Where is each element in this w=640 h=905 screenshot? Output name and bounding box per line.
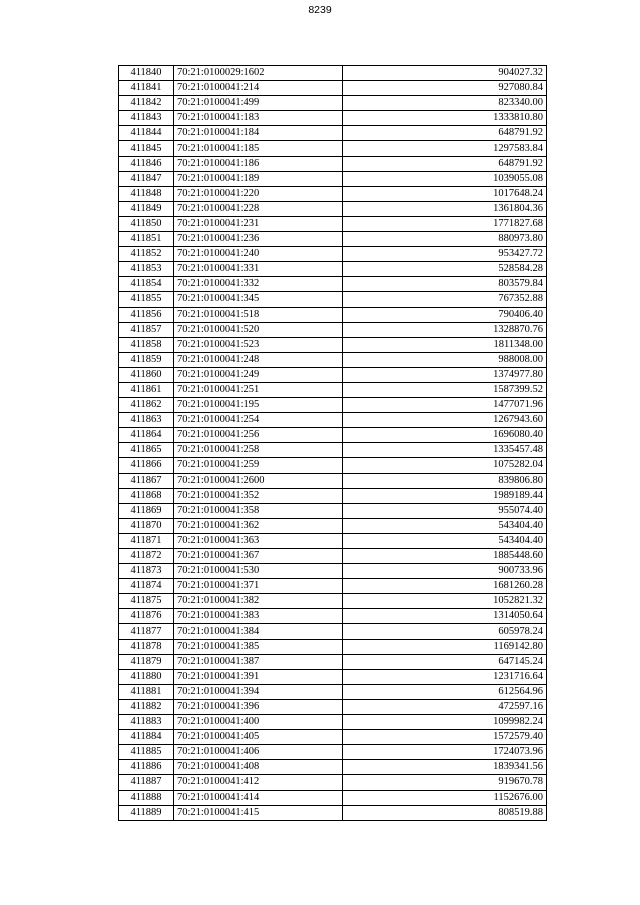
cadastral-number-cell: 70:21:0100041:195 [174, 398, 343, 413]
cadastral-value-cell: 1333810.80 [343, 111, 547, 126]
row-number-cell: 411869 [119, 503, 174, 518]
row-number-cell: 411877 [119, 624, 174, 639]
cadastral-value-cell: 927080.84 [343, 81, 547, 96]
cadastral-value-cell: 528584.28 [343, 262, 547, 277]
table-row [119, 473, 547, 488]
cadastral-value-cell: 988008.00 [343, 352, 547, 367]
cadastral-value-cell: 472597.16 [343, 699, 547, 714]
table-row [119, 232, 547, 247]
cadastral-value-cell: 605978.24 [343, 624, 547, 639]
cadastral-value-cell: 839806.80 [343, 473, 547, 488]
table-row [119, 201, 547, 216]
table-row [119, 458, 547, 473]
cadastral-value-cell: 647145.24 [343, 654, 547, 669]
cadastral-number-cell: 70:21:0100041:414 [174, 790, 343, 805]
row-number-cell: 411848 [119, 186, 174, 201]
cadastral-number-cell: 70:21:0100041:518 [174, 307, 343, 322]
row-number-cell: 411881 [119, 684, 174, 699]
row-number-cell: 411845 [119, 141, 174, 156]
cadastral-value-cell: 880973.80 [343, 232, 547, 247]
cadastral-value-cell: 808519.88 [343, 805, 547, 820]
table-row [119, 307, 547, 322]
cadastral-number-cell: 70:21:0100041:189 [174, 171, 343, 186]
row-number-cell: 411886 [119, 760, 174, 775]
table-row [119, 760, 547, 775]
cadastral-value-cell: 1335457.48 [343, 443, 547, 458]
cadastral-value-cell: 1477071.96 [343, 398, 547, 413]
cadastral-number-cell: 70:21:0100041:2600 [174, 473, 343, 488]
cadastral-value-cell: 823340.00 [343, 96, 547, 111]
row-number-cell: 411887 [119, 775, 174, 790]
row-number-cell: 411840 [119, 66, 174, 81]
row-number-cell: 411862 [119, 398, 174, 413]
table-row [119, 277, 547, 292]
table-row [119, 156, 547, 171]
cadastral-number-cell: 70:21:0100041:385 [174, 639, 343, 654]
cadastral-value-cell: 1989189.44 [343, 488, 547, 503]
row-number-cell: 411847 [119, 171, 174, 186]
table-row [119, 805, 547, 820]
row-number-cell: 411849 [119, 201, 174, 216]
cadastral-number-cell: 70:21:0100041:236 [174, 232, 343, 247]
table-row [119, 81, 547, 96]
table-row [119, 186, 547, 201]
row-number-cell: 411875 [119, 594, 174, 609]
cadastral-number-cell: 70:21:0100041:258 [174, 443, 343, 458]
row-number-cell: 411876 [119, 609, 174, 624]
row-number-cell: 411861 [119, 382, 174, 397]
row-number-cell: 411870 [119, 518, 174, 533]
cadastral-number-cell: 70:21:0100041:331 [174, 262, 343, 277]
cadastral-value-cell: 1267943.60 [343, 413, 547, 428]
cadastral-number-cell: 70:21:0100041:332 [174, 277, 343, 292]
row-number-cell: 411889 [119, 805, 174, 820]
cadastral-number-cell: 70:21:0100041:259 [174, 458, 343, 473]
row-number-cell: 411846 [119, 156, 174, 171]
cadastral-value-cell: 1771827.68 [343, 216, 547, 231]
cadastral-value-cell: 900733.96 [343, 564, 547, 579]
row-number-cell: 411850 [119, 216, 174, 231]
table-row [119, 518, 547, 533]
row-number-cell: 411871 [119, 533, 174, 548]
cadastral-value-cell: 955074.40 [343, 503, 547, 518]
table-row [119, 579, 547, 594]
cadastral-number-cell: 70:21:0100041:352 [174, 488, 343, 503]
cadastral-number-cell: 70:21:0100041:394 [174, 684, 343, 699]
table-row [119, 216, 547, 231]
cadastral-value-cell: 612564.96 [343, 684, 547, 699]
cadastral-value-cell: 1314050.64 [343, 609, 547, 624]
cadastral-value-cell: 648791.92 [343, 156, 547, 171]
cadastral-number-cell: 70:21:0100041:184 [174, 126, 343, 141]
table-row [119, 790, 547, 805]
row-number-cell: 411851 [119, 232, 174, 247]
cadastral-number-cell: 70:21:0100041:391 [174, 669, 343, 684]
table-row [119, 398, 547, 413]
cadastral-number-cell: 70:21:0100041:249 [174, 367, 343, 382]
cadastral-value-cell: 1099982.24 [343, 715, 547, 730]
row-number-cell: 411867 [119, 473, 174, 488]
table-row [119, 564, 547, 579]
cadastral-number-cell: 70:21:0100041:408 [174, 760, 343, 775]
table-row [119, 639, 547, 654]
row-number-cell: 411853 [119, 262, 174, 277]
cadastral-number-cell: 70:21:0100041:363 [174, 533, 343, 548]
row-number-cell: 411873 [119, 564, 174, 579]
row-number-cell: 411863 [119, 413, 174, 428]
table-row [119, 669, 547, 684]
cadastral-value-cell: 1587399.52 [343, 382, 547, 397]
table-row [119, 654, 547, 669]
cadastral-value-cell: 953427.72 [343, 247, 547, 262]
cadastral-number-cell: 70:21:0100041:520 [174, 322, 343, 337]
row-number-cell: 411859 [119, 352, 174, 367]
cadastral-number-cell: 70:21:0100041:228 [174, 201, 343, 216]
table-row [119, 730, 547, 745]
cadastral-number-cell: 70:21:0100041:371 [174, 579, 343, 594]
cadastral-number-cell: 70:21:0100041:256 [174, 428, 343, 443]
row-number-cell: 411852 [119, 247, 174, 262]
row-number-cell: 411860 [119, 367, 174, 382]
row-number-cell: 411888 [119, 790, 174, 805]
cadastral-number-cell: 70:21:0100041:231 [174, 216, 343, 231]
table-row [119, 699, 547, 714]
table-row [119, 382, 547, 397]
row-number-cell: 411843 [119, 111, 174, 126]
cadastral-value-cell: 1572579.40 [343, 730, 547, 745]
table-row [119, 503, 547, 518]
cadastral-value-cell: 1724073.96 [343, 745, 547, 760]
row-number-cell: 411844 [119, 126, 174, 141]
cadastral-value-cell: 1811348.00 [343, 337, 547, 352]
row-number-cell: 411882 [119, 699, 174, 714]
cadastral-number-cell: 70:21:0100041:499 [174, 96, 343, 111]
cadastral-value-cell: 648791.92 [343, 126, 547, 141]
cadastral-value-cell: 1169142.80 [343, 639, 547, 654]
cadastral-value-cell: 1696080.40 [343, 428, 547, 443]
cadastral-number-cell: 70:21:0100041:415 [174, 805, 343, 820]
table-row [119, 443, 547, 458]
cadastral-number-cell: 70:21:0100041:251 [174, 382, 343, 397]
cadastral-value-cell: 919670.78 [343, 775, 547, 790]
cadastral-value-table [118, 65, 547, 821]
row-number-cell: 411865 [119, 443, 174, 458]
cadastral-number-cell: 70:21:0100041:382 [174, 594, 343, 609]
cadastral-number-cell: 70:21:0100041:362 [174, 518, 343, 533]
row-number-cell: 411885 [119, 745, 174, 760]
table-row [119, 775, 547, 790]
cadastral-value-cell: 1297583.84 [343, 141, 547, 156]
table-row [119, 96, 547, 111]
cadastral-value-cell: 767352.88 [343, 292, 547, 307]
row-number-cell: 411841 [119, 81, 174, 96]
table-row [119, 533, 547, 548]
cadastral-value-cell: 1039055.08 [343, 171, 547, 186]
table-row [119, 413, 547, 428]
table-body [119, 66, 547, 821]
cadastral-number-cell: 70:21:0100041:248 [174, 352, 343, 367]
cadastral-value-cell: 1885448.60 [343, 549, 547, 564]
cadastral-number-cell: 70:21:0100041:186 [174, 156, 343, 171]
row-number-cell: 411872 [119, 549, 174, 564]
table-row [119, 428, 547, 443]
table-row [119, 624, 547, 639]
cadastral-number-cell: 70:21:0100041:358 [174, 503, 343, 518]
cadastral-number-cell: 70:21:0100041:183 [174, 111, 343, 126]
row-number-cell: 411857 [119, 322, 174, 337]
table-row [119, 745, 547, 760]
table-row [119, 141, 547, 156]
cadastral-number-cell: 70:21:0100041:523 [174, 337, 343, 352]
table-row [119, 292, 547, 307]
table-row [119, 594, 547, 609]
cadastral-value-cell: 1374977.80 [343, 367, 547, 382]
table-row [119, 171, 547, 186]
cadastral-value-cell: 803579.84 [343, 277, 547, 292]
cadastral-number-cell: 70:21:0100041:384 [174, 624, 343, 639]
table-row [119, 247, 547, 262]
cadastral-number-cell: 70:21:0100041:383 [174, 609, 343, 624]
cadastral-value-cell: 543404.40 [343, 533, 547, 548]
row-number-cell: 411868 [119, 488, 174, 503]
table-row [119, 126, 547, 141]
table-row [119, 684, 547, 699]
row-number-cell: 411854 [119, 277, 174, 292]
row-number-cell: 411858 [119, 337, 174, 352]
cadastral-value-cell: 790406.40 [343, 307, 547, 322]
page-number: 8239 [308, 4, 332, 16]
cadastral-number-cell: 70:21:0100041:400 [174, 715, 343, 730]
cadastral-number-cell: 70:21:0100041:254 [174, 413, 343, 428]
row-number-cell: 411878 [119, 639, 174, 654]
row-number-cell: 411864 [119, 428, 174, 443]
table-row [119, 352, 547, 367]
row-number-cell: 411880 [119, 669, 174, 684]
table-row [119, 367, 547, 382]
row-number-cell: 411879 [119, 654, 174, 669]
table-row [119, 715, 547, 730]
row-number-cell: 411884 [119, 730, 174, 745]
cadastral-number-cell: 70:21:0100041:530 [174, 564, 343, 579]
cadastral-number-cell: 70:21:0100041:405 [174, 730, 343, 745]
row-number-cell: 411842 [119, 96, 174, 111]
row-number-cell: 411856 [119, 307, 174, 322]
cadastral-number-cell: 70:21:0100041:185 [174, 141, 343, 156]
cadastral-number-cell: 70:21:0100041:220 [174, 186, 343, 201]
table-row [119, 111, 547, 126]
cadastral-value-cell: 1231716.64 [343, 669, 547, 684]
cadastral-number-cell: 70:21:0100041:345 [174, 292, 343, 307]
table-row [119, 262, 547, 277]
row-number-cell: 411855 [119, 292, 174, 307]
table-row [119, 488, 547, 503]
cadastral-value-cell: 1017648.24 [343, 186, 547, 201]
cadastral-number-cell: 70:21:0100041:412 [174, 775, 343, 790]
table-row [119, 549, 547, 564]
cadastral-number-cell: 70:21:0100029:1602 [174, 66, 343, 81]
cadastral-number-cell: 70:21:0100041:387 [174, 654, 343, 669]
cadastral-value-cell: 1075282.04 [343, 458, 547, 473]
table-row [119, 322, 547, 337]
row-number-cell: 411874 [119, 579, 174, 594]
cadastral-value-cell: 904027.32 [343, 66, 547, 81]
cadastral-number-cell: 70:21:0100041:240 [174, 247, 343, 262]
cadastral-value-cell: 1361804.36 [343, 201, 547, 216]
cadastral-value-cell: 1328870.76 [343, 322, 547, 337]
cadastral-value-cell: 1839341.56 [343, 760, 547, 775]
cadastral-value-cell: 1152676.00 [343, 790, 547, 805]
cadastral-number-cell: 70:21:0100041:396 [174, 699, 343, 714]
row-number-cell: 411866 [119, 458, 174, 473]
cadastral-value-cell: 1052821.32 [343, 594, 547, 609]
table-row [119, 609, 547, 624]
table-row [119, 337, 547, 352]
cadastral-value-cell: 1681260.28 [343, 579, 547, 594]
cadastral-number-cell: 70:21:0100041:367 [174, 549, 343, 564]
row-number-cell: 411883 [119, 715, 174, 730]
cadastral-value-cell: 543404.40 [343, 518, 547, 533]
cadastral-number-cell: 70:21:0100041:214 [174, 81, 343, 96]
cadastral-number-cell: 70:21:0100041:406 [174, 745, 343, 760]
table-row [119, 66, 547, 81]
